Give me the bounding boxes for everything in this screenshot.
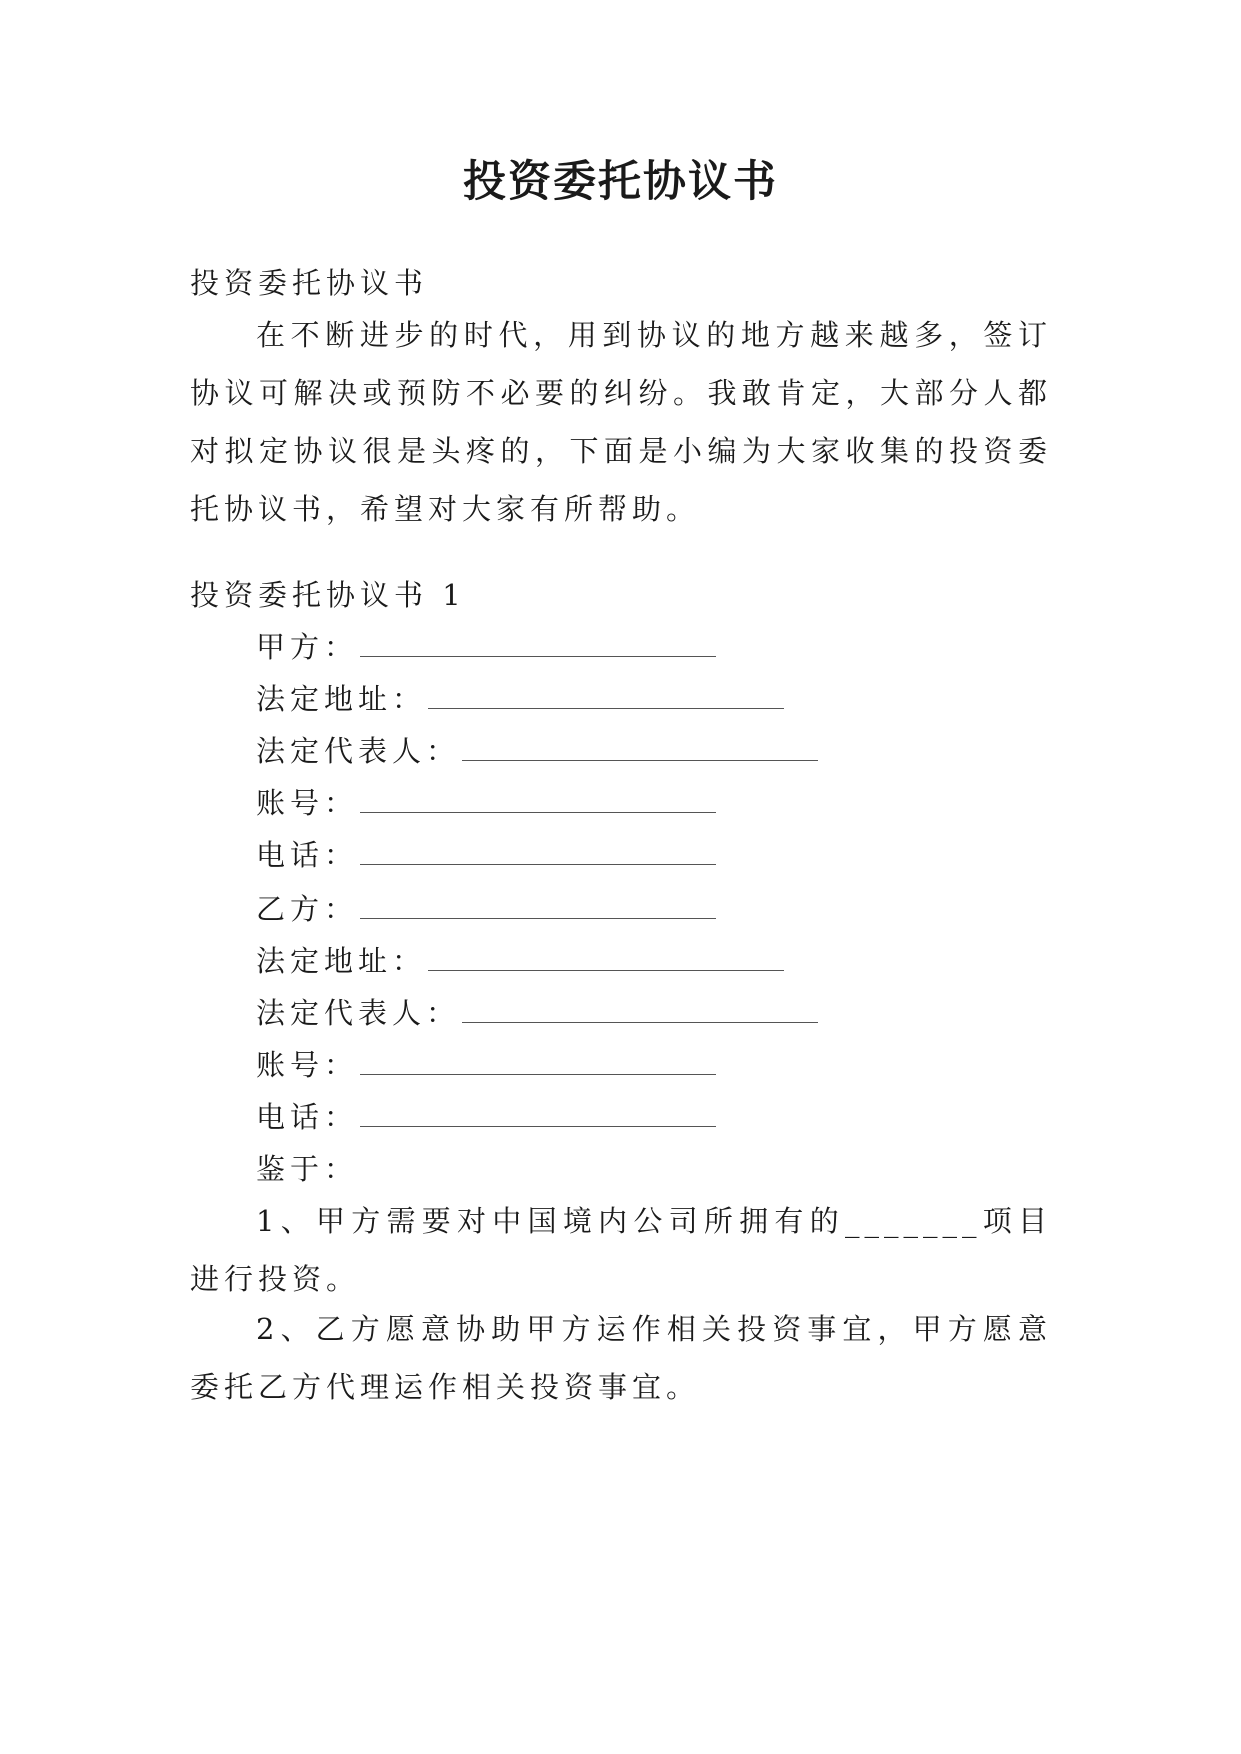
party-a-address-field — [256, 670, 784, 728]
party-b-rep-blank[interactable] — [462, 1021, 818, 1023]
party-a-account-field — [256, 774, 716, 832]
party-a-field — [256, 618, 716, 676]
party-a-phone-label: 电话： — [256, 838, 359, 872]
party-b-phone-label: 电话： — [256, 1100, 359, 1134]
party-b-address-blank[interactable] — [428, 969, 784, 971]
party-b-rep-label: 法定代表人： — [256, 996, 461, 1030]
party-b-phone-blank[interactable] — [360, 1125, 716, 1127]
party-a-rep-blank[interactable] — [462, 759, 818, 761]
party-b-field — [256, 880, 716, 938]
party-b-account-label: 账号： — [256, 1048, 359, 1082]
intro-paragraph: 在不断进步的时代，用到协议的地方越来越多，签订协议可解决或预防不必要的纠纷。我敢肯定，大部分人都对拟定协议很是头疼的，下面是小编为大家收集的投资委托协议书，希望对大家有所帮助。 — [190, 318, 1052, 526]
party-b-address-label: 法定地址： — [256, 944, 427, 978]
clause-2: 2、乙方愿意协助甲方运作相关投资事宜，甲方愿意委托乙方代理运作相关投资事宜。 — [190, 1312, 1052, 1404]
party-b-label: 乙方： — [256, 892, 359, 926]
party-a-address-blank[interactable] — [428, 707, 784, 709]
party-b-phone-field — [256, 1088, 716, 1146]
party-b-account-field — [256, 1036, 716, 1094]
party-b-blank[interactable] — [360, 917, 716, 919]
section-heading: 投资委托协议书 1 — [190, 578, 466, 612]
party-b-account-blank[interactable] — [360, 1073, 716, 1075]
whereas-label: 鉴于： — [256, 1152, 359, 1186]
intro-heading: 投资委托协议书 — [190, 266, 429, 300]
party-a-rep-label: 法定代表人： — [256, 734, 461, 768]
party-a-label: 甲方： — [256, 630, 359, 664]
party-a-phone-blank[interactable] — [360, 863, 716, 865]
party-b-rep-field — [256, 984, 818, 1042]
party-a-address-label: 法定地址： — [256, 682, 427, 716]
party-a-phone-field — [256, 826, 716, 884]
party-a-account-blank[interactable] — [360, 811, 716, 813]
party-a-account-label: 账号： — [256, 786, 359, 820]
party-b-address-field — [256, 932, 784, 990]
document-title: 投资委托协议书 — [463, 157, 778, 207]
party-a-blank[interactable] — [360, 655, 716, 657]
party-a-rep-field — [256, 722, 818, 780]
clause-1: 1、甲方需要对中国境内公司所拥有的_______项目进行投资。 — [190, 1204, 1052, 1296]
